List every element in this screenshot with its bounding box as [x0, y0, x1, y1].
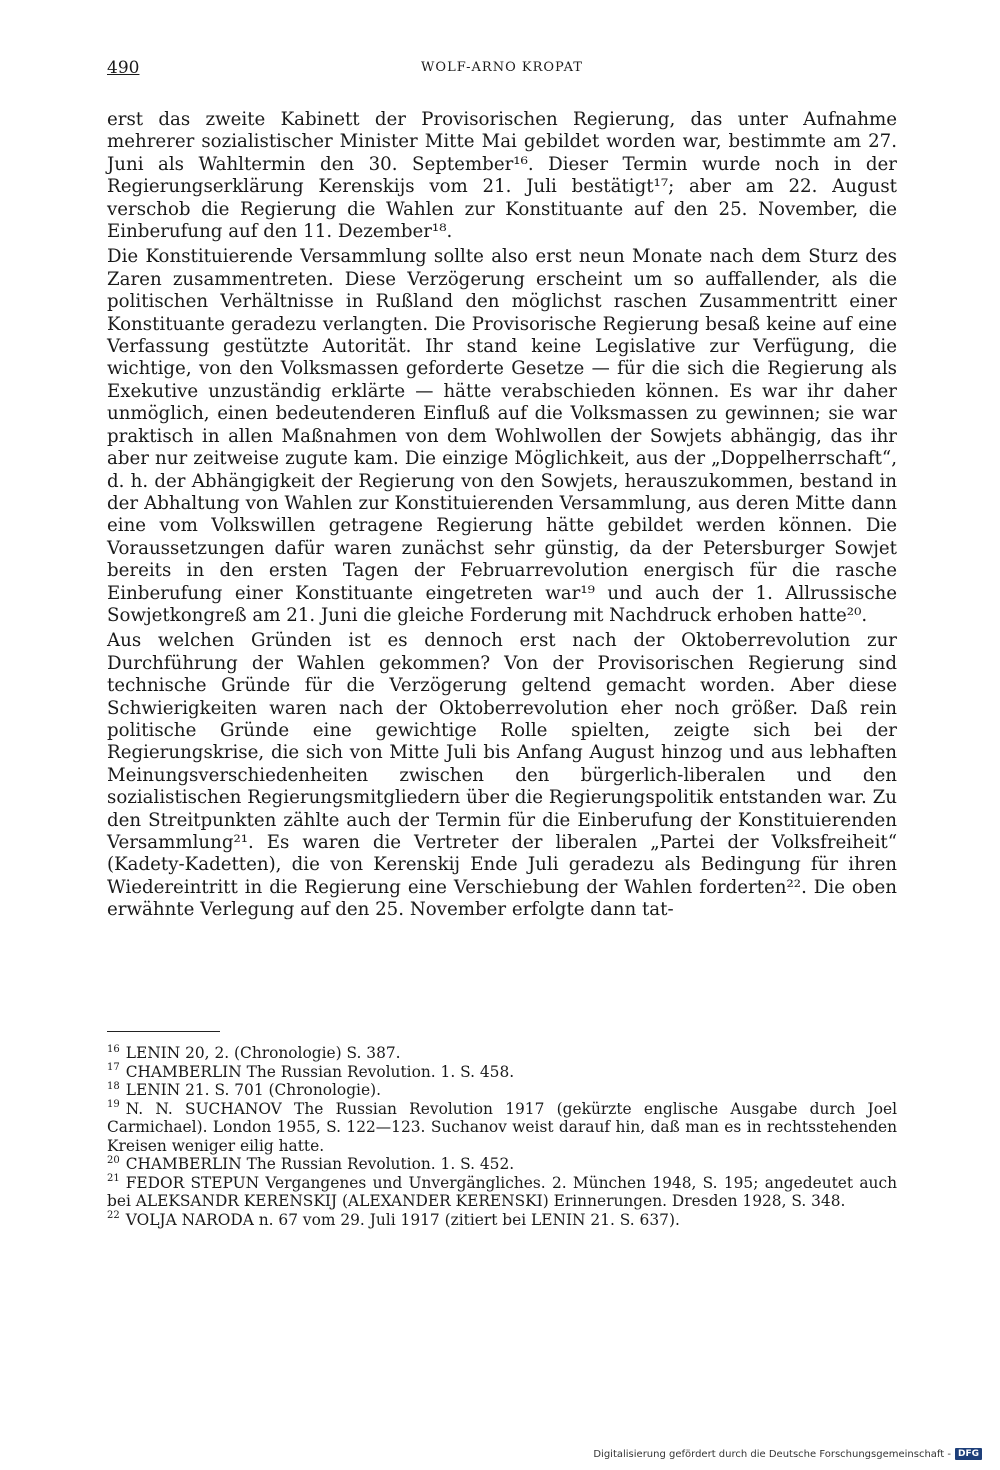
footnote-text: CHAMBERLIN The Russian Revolution. 1. S. 452. — [125, 1155, 515, 1173]
body-text — [107, 109, 897, 922]
footnote-19 — [107, 1100, 897, 1156]
footnote-16 — [107, 1044, 897, 1063]
footnote-text: FEDOR STEPUN Vergangenes und Unvergängliches. 2. München 1948, S. 195; angedeutet auch bei ALEKSANDR KERENSKIJ (ALEXANDER KERENSKI) Erinnerungen. Dresden 1928, S. 348. — [107, 1173, 897, 1210]
paragraph-2: Die Konstituierende Versammlung sollte also erst neun Monate nach dem Sturz des Zaren zusammentreten. Diese Verzögerung erscheint um so auffallender, als die politischen Verhältnisse in Rußland den möglichst raschen Zusammentritt einer Konstituante geradezu verlangten. Die Provisorische Regierung besaß keine auf eine Verfassung gestützte Autorität. Ihr stand keine Legislative zur Verfügung, die wichtige, von den Volksmassen geforderte Gesetze — für die sich die Regierung als Exekutive unzuständig erklärte — hätte verabschieden können. Es war ihr daher unmöglich, einen bedeutenderen Einfluß auf die Volksmassen zu gewinnen; sie war praktisch in allen Maßnahmen von dem Wohlwollen der Sowjets abhängig, das ihr aber nur zeitweise zugute kam. Die einzige Möglichkeit, aus der „Doppelherrschaft“, d. h. der Abhängigkeit der Regierung von den Sowjets, herauszukommen, bestand in der Abhaltung von Wahlen zur Konstituierenden Versammlung, aus deren Mitte dann eine vom Volkswillen getragene Regierung hätte gebildet werden können. Die Voraussetzungen dafür waren zunächst sehr günstig, da der Petersburger Sowjet bereits in den ersten Tagen der Februarrevolution energisch für die rasche Einberufung einer Konstituante eingetreten war¹⁹ und auch der 1. Allrussische Sowjetkongreß am 21. Juni die gleiche Forderung mit Nachdruck erhoben hatte²⁰. — [107, 246, 897, 626]
dfg-logo-icon: DFG — [955, 1448, 982, 1460]
credit-text: Digitalisierung gefördert durch die Deutsche Forschungsgemeinschaft - — [593, 1448, 951, 1460]
paragraph-3: Aus welchen Gründen ist es dennoch erst nach der Oktoberrevolution zur Durchführung der Wahlen gekommen? Von der Provisorischen Regierung sind technische Gründe für die Verzögerung geltend gemacht worden. Aber diese Schwierigkeiten waren nach der Oktoberrevolution eher noch größer. Daß rein politische Gründe eine gewichtige Rolle spielten, zeigte sich bei der Regierungskrise, die sich von Mitte Juli bis Anfang August hinzog und aus lebhaften Meinungsverschiedenheiten zwischen den bürgerlich-liberalen und den sozialistischen Regierungsmitgliedern über die Regierungspolitik entstanden war. Zu den Streitpunkten zählte auch der Termin für die Einberufung der Konstituierenden Versammlung²¹. Es waren die Vertreter der liberalen „Partei der Volksfreiheit“ (Kadety-Kadetten), die von Kerenskij Ende Juli geradezu als Bedingung für ihren Wiedereintritt in die Regierung eine Verschiebung der Wahlen forderten²². Die oben erwähnte Verlegung auf den 25. November erfolgte dann tat- — [107, 630, 897, 921]
footnote-number: 17 — [107, 1062, 120, 1074]
page-header — [107, 58, 897, 84]
footnote-number: 19 — [107, 1099, 120, 1111]
paragraph-1: erst das zweite Kabinett der Provisorischen Regierung, das unter Aufnahme mehrerer sozialistischer Minister Mitte Mai gebildet worden war, bestimmte am 27. Juni als Wahltermin den 30. September¹⁶. Dieser Termin wurde noch in der Regierungserklärung Kerenskijs vom 21. Juli bestätigt¹⁷; aber am 22. August verschob die Regierung die Wahlen zur Konstituante auf den 25. November, die Einberufung auf den 11. Dezember¹⁸. — [107, 109, 897, 243]
footnote-text: VOLJA NARODA n. 67 vom 29. Juli 1917 (zitiert bei LENIN 21. S. 637). — [125, 1210, 680, 1229]
footnote-number: 20 — [107, 1154, 120, 1166]
footnote-number: 16 — [107, 1043, 120, 1055]
footnote-text: LENIN 21. S. 701 (Chronologie). — [125, 1081, 381, 1099]
footnote-number: 21 — [107, 1173, 120, 1185]
digitization-credit — [593, 1448, 982, 1460]
footnote-text: N. N. SUCHANOV The Russian Revolution 1917 (gekürzte englische Ausgabe durch Joel Carmichael). London 1955, S. 122—123. Suchanov weist darauf hin, daß man es in rechtsstehenden Kreisen weniger eilig hatte. — [107, 1099, 897, 1155]
footnote-17 — [107, 1063, 897, 1082]
footnote-20 — [107, 1155, 897, 1174]
footnote-text: LENIN 20, 2. (Chronologie) S. 387. — [125, 1044, 401, 1062]
footnote-22 — [107, 1211, 897, 1230]
page-number: 490 — [107, 58, 140, 78]
footnote-18 — [107, 1081, 897, 1100]
footnote-number: 22 — [107, 1210, 120, 1222]
running-head: WOLF-ARNO KROPAT — [421, 60, 583, 75]
footnote-text: CHAMBERLIN The Russian Revolution. 1. S. 458. — [125, 1062, 515, 1081]
footnote-21 — [107, 1174, 897, 1211]
footnote-number: 18 — [107, 1080, 120, 1092]
footnotes — [107, 1044, 897, 1229]
footnote-divider — [107, 1031, 220, 1032]
